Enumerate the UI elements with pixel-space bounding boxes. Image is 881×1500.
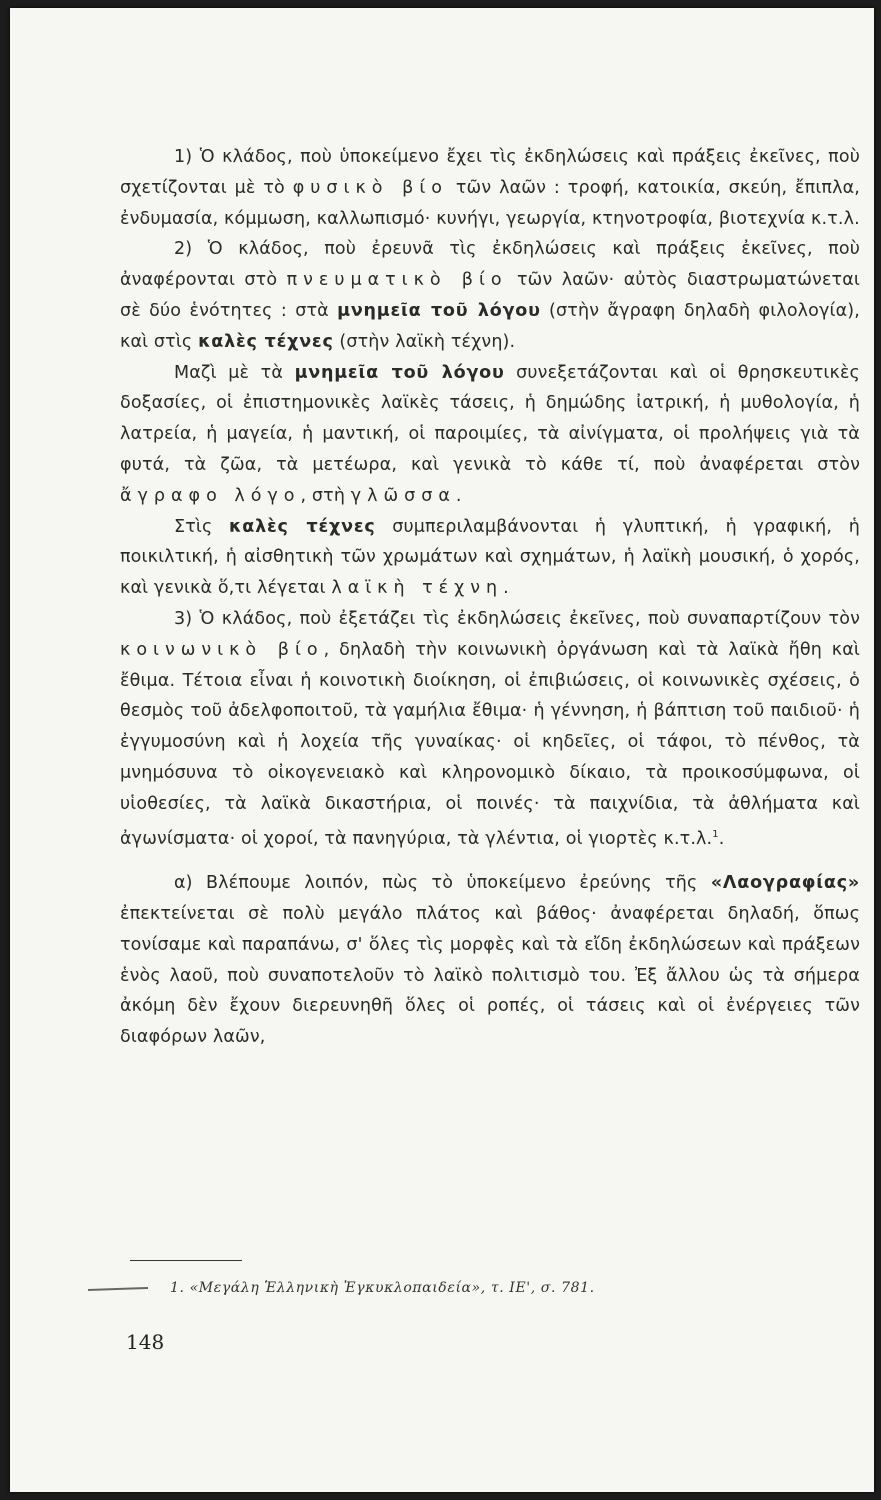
spaced-emphasis: φυσικὸ βίο: [292, 177, 448, 198]
paragraph-gap: [120, 854, 860, 868]
page-number: 148: [126, 1330, 165, 1354]
paragraph-6: [120, 868, 860, 1053]
footnote-marker: 1: [712, 828, 719, 840]
text-run: ἐπεκτείνεται σὲ πολὺ μεγάλο πλάτος καὶ βάθος· ἀναφέρεται δηλαδή, ὅπως τονίσαμε καὶ παραπάνω, σ' ὅλες τὶς μορφὲς καὶ τὰ εἴδη ἐκδηλώσεων καὶ πράξεων ἑνὸς λαοῦ, ποὺ συναποτελοῦν τὸ λαϊκὸ πολιτισμὸ του. Ἐξ ἄλλου ὡς τὰ σήμερα ἀκόμη δὲν ἔχουν διερευνηθῆ ὅλες οἱ ροπές, οἱ τάσεις καὶ οἱ ἐνέργειες τῶν διαφόρων λαῶν,: [120, 903, 860, 1048]
text-run: (στὴν ἄγραφη δηλαδὴ φιλολογία), καὶ στὶς: [120, 300, 860, 352]
pen-stroke-mark: [88, 1287, 148, 1291]
text-run: , στὴ: [300, 485, 351, 506]
text-run: .: [503, 578, 509, 599]
text-run: τῶν λαῶν· αὐτὸς διαστρωματώνεται σὲ δύο ἑνότητες : στὰ: [120, 270, 861, 321]
text-run: 3) Ὁ κλάδος, ποὺ ἐξετάζει τὶς ἐκδηλώσεις ἐκεῖνες, ποὺ συναπαρτίζουν τὸν: [174, 608, 860, 629]
spaced-emphasis: πνευματικὸ βίο: [286, 270, 508, 291]
text-run: α) Βλέπουμε λοιπόν, πὼς τὸ ὑποκείμενο ἐρεύνης τῆς: [174, 873, 711, 894]
bold-term: καλὲς τέχνες: [229, 516, 376, 537]
book-page: [10, 8, 874, 1492]
body-text: [120, 142, 860, 1053]
text-run: , δηλαδὴ τὴν κοινωνικὴ ὀργάνωση καὶ τὰ λαϊκὰ ἤθη καὶ ἔθιμα. Τέτοια εἶναι ἡ κοινοτικὴ διοίκηση, οἱ ἐπιβιώσεις, οἱ κοινωνικὲς σχέσεις, ὁ θεσμὸς τοῦ ἀδελφοποιτοῦ, τὰ γαμήλια ἔθιμα· ἡ γέννηση, ἡ βάπτιση τοῦ παιδιοῦ· ἡ ἐγγυμοσύνη καὶ ἡ λοχεία τῆς γυναίκας· οἱ κηδεῖες, οἱ τάφοι, τὸ πένθος, τὰ μνημόσυνα τὸ οἰκογενειακὸ καὶ κληρονομικὸ δίκαιο, τὰ προικοσύμφωνα, οἱ υἱοθεσίες, τὰ λαϊκὰ δικαστήρια, οἱ ποινές· τὰ παιχνίδια, τὰ ἀθλήματα καὶ ἀγωνίσματα· οἱ χοροί, τὰ πανηγύρια, τὰ γλέντια, οἱ γιορτὲς κ.τ.λ.: [120, 639, 860, 849]
text-run: 2) Ὁ κλάδος, ποὺ ἐρευνᾶ τὶς ἐκδηλώσεις καὶ πράξεις ἐκεῖνες, ποὺ ἀναφέρονται στὸ: [120, 239, 860, 291]
bold-term: μνημεῖα τοῦ λόγου: [337, 300, 541, 321]
spaced-emphasis: ἄγραφο λόγο: [120, 485, 301, 506]
paragraph-2: [120, 234, 860, 357]
text-run: .: [455, 485, 462, 506]
bold-term: καλὲς τέχνες: [198, 331, 334, 352]
text-run: συμπεριλαμβάνονται ἡ γλυπτική, ἡ γραφική, ἡ ποικιλτική, ἡ αἰσθητικὴ τῶν χρωμάτων καὶ σχημάτων, ἡ λαϊκὴ μουσική, ὁ χορός, καὶ γενικὰ ὅ,τι λέγεται: [120, 516, 861, 599]
text-run: Μαζὶ μὲ τὰ: [174, 362, 295, 383]
bold-term: «Λαογραφίας»: [710, 873, 860, 894]
text-run: συνεξετάζονται καὶ οἱ θρησκευτικὲς δοξασίες, οἱ ἐπιστημονικὲς λαϊκὲς τάσεις, ἡ δημώδης ἰατρική, ἡ μυθολογία, ἡ λατρεία, ἡ μαγεία, ἡ μαντική, οἱ παροιμίες, τὰ αἰνίγματα, οἱ προλήψεις γιὰ τὰ φυτά, τὰ ζῶα, τὰ μετέωρα, καὶ γενικὰ τὸ κάθε τί, ποὺ ἀναφέρεται στὸν: [120, 362, 860, 475]
bold-term: μνημεῖα τοῦ λόγου: [294, 362, 505, 383]
text-run: .: [718, 828, 725, 849]
text-run: Στὶς: [174, 516, 230, 537]
paragraph-4: [120, 512, 860, 604]
spaced-emphasis: κοινωνικὸ βίο: [120, 639, 324, 660]
spaced-emphasis: λαϊκὴ τέχνη: [331, 578, 504, 599]
paragraph-5: [120, 604, 860, 854]
footnote: 1. «Μεγάλη Ἑλληνικὴ Ἐγκυκλοπαιδεία», τ. ΙΕ', σ. 781.: [170, 1280, 595, 1296]
text-run: 1) Ὁ κλάδος, ποὺ ὑποκείμενο ἔχει τὶς ἐκδηλώσεις καὶ πράξεις ἐκεῖνες, ποὺ σχετίζονται μὲ τὸ: [120, 147, 860, 198]
paragraph-1: [120, 142, 860, 234]
paragraph-3: [120, 358, 860, 512]
text-run: (στὴν λαϊκὴ τέχνη).: [333, 331, 516, 352]
text-run: τῶν λαῶν : τροφή, κατοικία, σκεύη, ἔπιπλα, ἐνδυμασία, κόμμωση, καλλωπισμό· κυνήγι, γεωργία, κτηνοτροφία, βιοτεχνία κ.τ.λ.: [120, 177, 860, 229]
footnote-rule: [130, 1260, 242, 1261]
spaced-emphasis: γλῶσσα: [350, 485, 456, 506]
